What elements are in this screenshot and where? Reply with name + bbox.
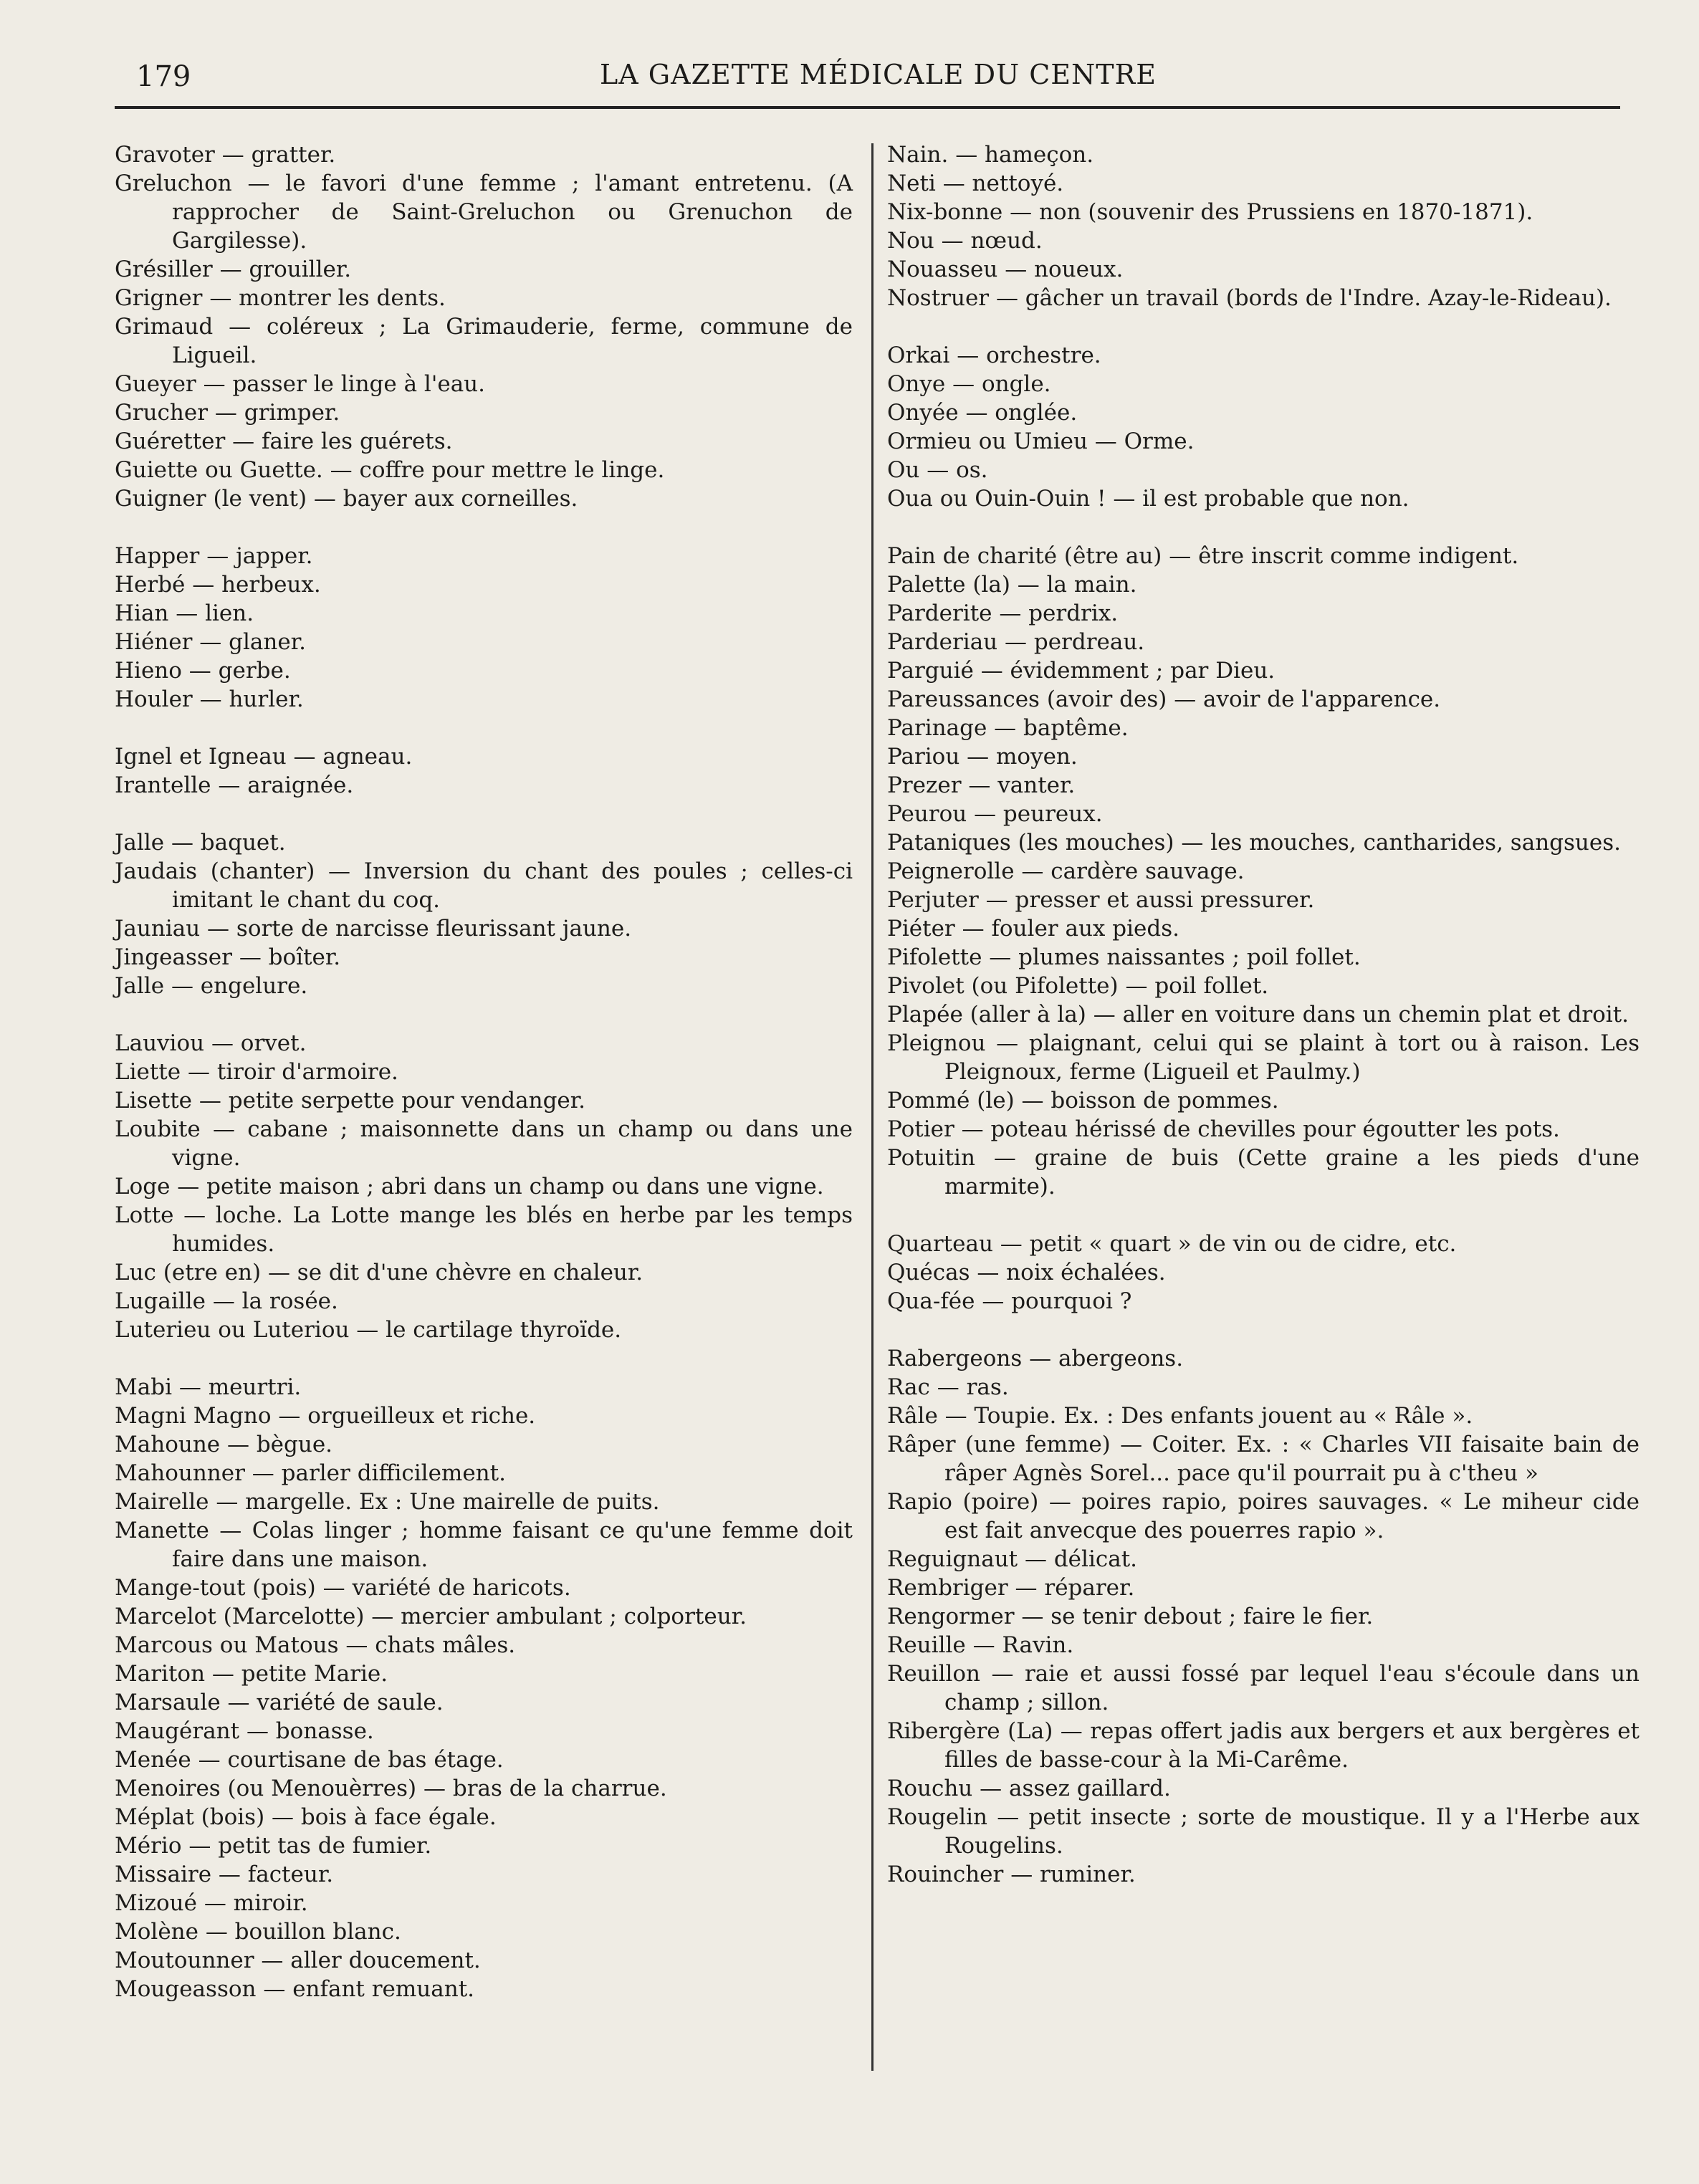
glossary-entry: Peurou — peureux. (887, 801, 1103, 827)
glossary-entry: Piéter — fouler aux pieds. (887, 916, 1179, 942)
entry-group (887, 1344, 1640, 1889)
glossary-entry: Gueyer — passer le linge à l'eau. (115, 371, 485, 397)
glossary-entry: Grucher — grimper. (115, 400, 340, 426)
glossary-entry: Mougeasson — enfant remuant. (115, 1976, 475, 2002)
glossary-entry: Herbé — herbeux. (115, 572, 321, 598)
entry-group (115, 140, 853, 513)
glossary-entry: Mange-tout (pois) — variété de haricots. (115, 1575, 571, 1601)
glossary-entry: Lauviou — orvet. (115, 1030, 307, 1056)
glossary-entry: Marcous ou Matous — chats mâles. (115, 1632, 516, 1658)
glossary-entry: Luc (etre en) — se dit d'une chèvre en chaleur. (115, 1260, 643, 1285)
glossary-entry: Peignerolle — cardère sauvage. (887, 858, 1245, 884)
glossary-entry: Quécas — noix échalées. (887, 1260, 1166, 1285)
glossary-entry: Lugaille — la rosée. (115, 1288, 338, 1314)
glossary-entry: Reuille — Ravin. (887, 1632, 1074, 1658)
glossary-entry: Potuitin — graine de buis (Cette graine a les pieds d'une marmite). (887, 1145, 1640, 1199)
glossary-entry: Guiette ou Guette. — coffre pour mettre le linge. (115, 457, 665, 483)
glossary-entry: Grésiller — grouiller. (115, 257, 352, 282)
glossary-entry: Ignel et Igneau — agneau. (115, 744, 413, 770)
glossary-entry: Menoires (ou Menouèrres) — bras de la charrue. (115, 1776, 667, 1801)
glossary-entry: Onyée — onglée. (887, 400, 1078, 426)
glossary-entry: Rougelin — petit insecte ; sorte de moustique. Il y a l'Herbe aux Rougelins. (887, 1804, 1640, 1859)
glossary-entry: Mizoué — miroir. (115, 1890, 308, 1916)
entry-group (115, 828, 853, 1000)
glossary-entry: Mabi — meurtri. (115, 1374, 302, 1400)
glossary-entry: Guéretter — faire les guérets. (115, 428, 453, 454)
glossary-entry: Pataniques (les mouches) — les mouches, cantharides, sangsues. (887, 830, 1621, 856)
entry-group (887, 542, 1640, 1201)
glossary-entry: Râle — Toupie. Ex. : Des enfants jouent au « Râle ». (887, 1403, 1473, 1429)
glossary-entry: Onye — ongle. (887, 371, 1051, 397)
glossary-entry: Jalle — engelure. (115, 973, 308, 999)
right-column (887, 140, 1640, 1917)
glossary-entry: Nostruer — gâcher un travail (bords de l'Indre. Azay-le-Rideau). (887, 285, 1612, 311)
glossary-entry: Mério — petit tas de fumier. (115, 1833, 432, 1859)
glossary-entry: Pleignou — plaignant, celui qui se plaint à tort ou à raison. Les Pleignoux, ferme (Ligueil et Paulmy.) (887, 1030, 1640, 1085)
glossary-entry: Ormieu ou Umieu — Orme. (887, 428, 1195, 454)
glossary-entry: Rabergeons — abergeons. (887, 1346, 1184, 1371)
glossary-entry: Mariton — petite Marie. (115, 1661, 388, 1687)
glossary-entry: Pifolette — plumes naissantes ; poil follet. (887, 944, 1361, 970)
glossary-entry: Nouasseu — noueux. (887, 257, 1124, 282)
glossary-entry: Qua-fée — pourquoi ? (887, 1288, 1132, 1314)
glossary-entry: Potier — poteau hérissé de chevilles pour égoutter les pots. (887, 1116, 1560, 1142)
glossary-entry: Jaudais (chanter) — Inversion du chant des poules ; celles-ci imitant le chant du coq. (115, 858, 853, 913)
glossary-entry: Reuillon — raie et aussi fossé par lequel l'eau s'écoule dans un champ ; sillon. (887, 1661, 1640, 1715)
glossary-entry: Missaire — facteur. (115, 1862, 334, 1887)
glossary-entry: Parinage — baptême. (887, 715, 1129, 741)
glossary-entry: Rapio (poire) — poires rapio, poires sauvages. « Le miheur cide est fait anvecque des pouerres rapio ». (887, 1489, 1640, 1543)
glossary-entry: Grimaud — coléreux ; La Grimauderie, ferme, commune de Ligueil. (115, 314, 853, 368)
glossary-entry: Orkai — orchestre. (887, 343, 1101, 368)
glossary-entry: Mahoune — bègue. (115, 1432, 333, 1457)
glossary-entry: Rac — ras. (887, 1374, 1009, 1400)
glossary-entry: Hiéner — glaner. (115, 629, 306, 655)
glossary-entry: Pommé (le) — boisson de pommes. (887, 1088, 1279, 1113)
glossary-entry: Rembriger — réparer. (887, 1575, 1135, 1601)
glossary-entry: Pain de charité (être au) — être inscrit comme indigent. (887, 543, 1519, 569)
glossary-entry: Houler — hurler. (115, 686, 304, 712)
glossary-entry: Lotte — loche. La Lotte mange les blés en herbe par les temps humides. (115, 1202, 853, 1257)
glossary-entry: Méplat (bois) — bois à face égale. (115, 1804, 497, 1830)
glossary-entry: Marcelot (Marcelotte) — mercier ambulant ; colporteur. (115, 1604, 747, 1629)
glossary-entry: Happer — japper. (115, 543, 313, 569)
page-header (136, 52, 1620, 95)
entry-group (115, 1373, 853, 2003)
glossary-entry: Loge — petite maison ; abri dans un champ ou dans une vigne. (115, 1174, 824, 1199)
glossary-entry: Reguignaut — délicat. (887, 1546, 1138, 1572)
glossary-entry: Manette — Colas linger ; homme faisant ce qu'une femme doit faire dans une maison. (115, 1518, 853, 1572)
glossary-entry: Nix-bonne — non (souvenir des Prussiens en 1870-1871). (887, 199, 1533, 225)
page-number: 179 (136, 60, 191, 93)
entry-group (887, 1230, 1640, 1316)
glossary-entry: Plapée (aller à la) — aller en voiture dans un chemin plat et droit. (887, 1002, 1629, 1028)
glossary-entry: Mahounner — parler difficilement. (115, 1460, 506, 1486)
glossary-entry: Parderite — perdrix. (887, 600, 1119, 626)
glossary-entry: Nou — nœud. (887, 228, 1043, 254)
glossary-entry: Jalle — baquet. (115, 830, 286, 856)
glossary-entry: Maugérant — bonasse. (115, 1718, 374, 1744)
left-column (115, 140, 853, 2032)
entry-group (115, 742, 853, 800)
entry-group (887, 341, 1640, 513)
glossary-entry: Marsaule — variété de saule. (115, 1690, 444, 1715)
glossary-entry: Mairelle — margelle. Ex : Une mairelle de puits. (115, 1489, 660, 1515)
entry-group (115, 1029, 853, 1344)
glossary-entry: Nain. — hameçon. (887, 142, 1094, 168)
glossary-entry: Gravoter — gratter. (115, 142, 336, 168)
glossary-entry: Moutounner — aller doucement. (115, 1948, 481, 1973)
glossary-entry: Menée — courtisane de bas étage. (115, 1747, 504, 1773)
glossary-entry: Greluchon — le favori d'une femme ; l'amant entretenu. (A rapprocher de Saint-Greluchon ou Grenuchon de Gargilesse). (115, 171, 853, 254)
glossary-entry: Hieno — gerbe. (115, 658, 291, 684)
glossary-entry: Grigner — montrer les dents. (115, 285, 446, 311)
glossary-entry: Parguié — évidemment ; par Dieu. (887, 658, 1276, 684)
glossary-entry: Jingeasser — boîter. (115, 944, 341, 970)
glossary-entry: Guigner (le vent) — bayer aux corneilles. (115, 486, 578, 512)
glossary-entry: Pariou — moyen. (887, 744, 1078, 770)
glossary-entry: Rouincher — ruminer. (887, 1862, 1136, 1887)
glossary-entry: Pareussances (avoir des) — avoir de l'apparence. (887, 686, 1441, 712)
glossary-entry: Liette — tiroir d'armoire. (115, 1059, 398, 1085)
glossary-entry: Rengormer — se tenir debout ; faire le fier. (887, 1604, 1374, 1629)
glossary-entry: Oua ou Ouin-Ouin ! — il est probable que non. (887, 486, 1410, 512)
journal-title: LA GAZETTE MÉDICALE DU CENTRE (600, 59, 1157, 90)
header-rule (115, 106, 1620, 109)
glossary-entry: Râper (une femme) — Coiter. Ex. : « Charles VII faisaite bain de râper Agnès Sorel... pace qu'il pourrait pu à c'theu » (887, 1432, 1640, 1486)
glossary-entry: Molène — bouillon blanc. (115, 1919, 401, 1945)
glossary-entry: Hian — lien. (115, 600, 254, 626)
glossary-entry: Lisette — petite serpette pour vendanger. (115, 1088, 586, 1113)
glossary-entry: Loubite — cabane ; maisonnette dans un champ ou dans une vigne. (115, 1116, 853, 1171)
entry-group (887, 140, 1640, 312)
glossary-entry: Palette (la) — la main. (887, 572, 1137, 598)
glossary-entry: Parderiau — perdreau. (887, 629, 1145, 655)
glossary-entry: Quarteau — petit « quart » de vin ou de cidre, etc. (887, 1231, 1457, 1257)
entry-group (115, 542, 853, 714)
glossary-entry: Neti — nettoyé. (887, 171, 1064, 196)
glossary-entry: Pivolet (ou Pifolette) — poil follet. (887, 973, 1269, 999)
glossary-entry: Luterieu ou Luteriou — le cartilage thyroïde. (115, 1317, 622, 1343)
glossary-entry: Irantelle — araignée. (115, 772, 354, 798)
glossary-entry: Ou — os. (887, 457, 988, 483)
glossary-entry: Rouchu — assez gaillard. (887, 1776, 1171, 1801)
column-divider (871, 143, 874, 2071)
glossary-entry: Prezer — vanter. (887, 772, 1076, 798)
glossary-entry: Ribergère (La) — repas offert jadis aux bergers et aux bergères et filles de basse-cour à la Mi-Carême. (887, 1718, 1640, 1773)
glossary-entry: Jauniau — sorte de narcisse fleurissant jaune. (115, 916, 632, 942)
glossary-entry: Magni Magno — orgueilleux et riche. (115, 1403, 536, 1429)
glossary-entry: Perjuter — presser et aussi pressurer. (887, 887, 1315, 913)
